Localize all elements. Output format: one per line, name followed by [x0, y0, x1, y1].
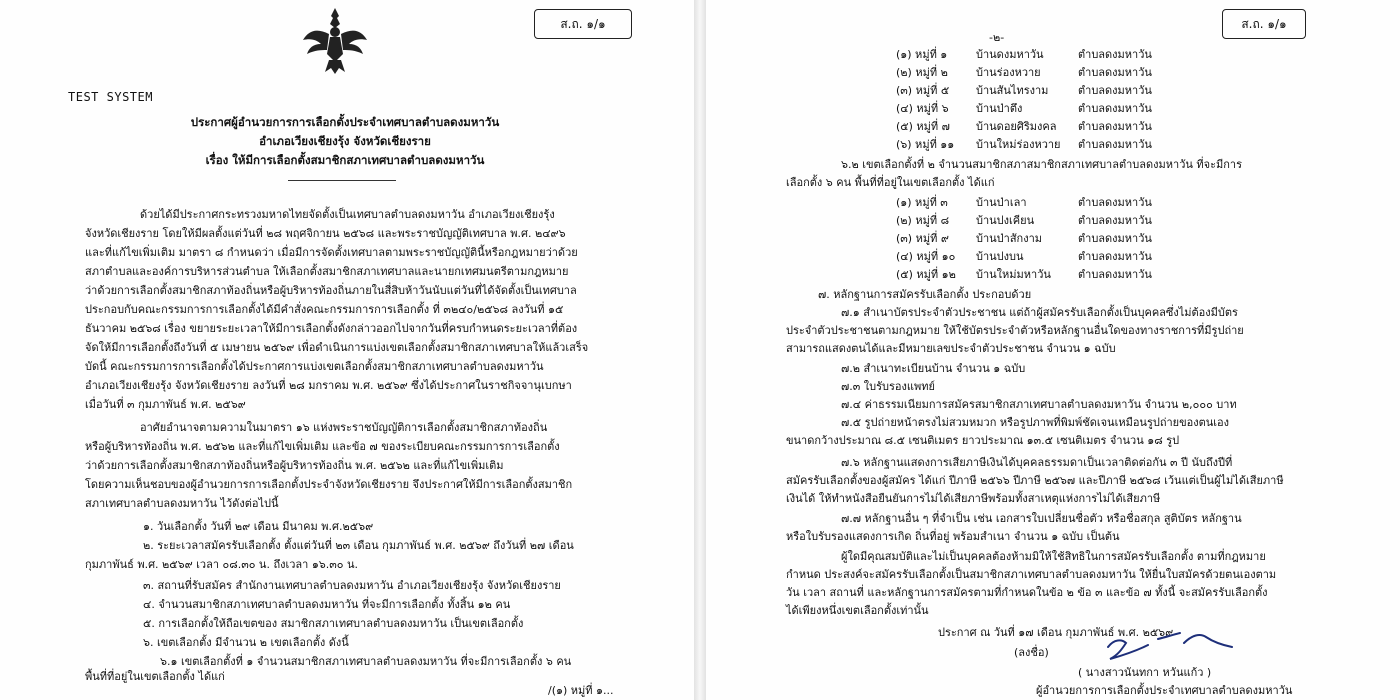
evidence-line: ประจำตัวประชาชนตามกฎหมาย ให้ใช้บัตรประจำตัวหรือหลักฐานอื่นใดของทางราชการที่มีรูปถ่าย	[786, 324, 1244, 337]
signature-label: (ลงชื่อ)	[1014, 646, 1049, 659]
village-name: บ้านร่องหวาย	[976, 66, 1041, 79]
village-name: บ้านปงเคียน	[976, 214, 1035, 227]
village-no: (๓) หมู่ที่ ๕	[896, 84, 950, 97]
evidence-line: ๗.๔ ค่าธรรมเนียมการสมัครสมาชิกสภาเทศบาลตำบลดงมหาวัน จำนวน ๒,๐๐๐ บาท	[841, 398, 1237, 411]
village-subdistrict: ตำบลดงมหาวัน	[1078, 196, 1152, 209]
signer-title: ผู้อำนวยการการเลือกตั้งประจำเทศบาลตำบลดงมหาวัน	[1036, 684, 1293, 697]
village-name: บ้านใหม่มหาวัน	[976, 268, 1051, 281]
village-no: (๑) หมู่ที่ ๓	[896, 196, 948, 209]
body-line: โดยความเห็นชอบของผู้อำนวยการการเลือกตั้งประจำจังหวัดเชียงราย จึงประกาศให้มีการเลือกตั้งสมาชิก	[85, 478, 573, 491]
body-line: ประกอบกับคณะกรรมการการเลือกตั้งได้มีคำสั่งคณะกรรมการการเลือกตั้ง ที่ ๓๒๔๐/๒๕๖๘ ลงวันที่ ๑๕	[85, 303, 564, 316]
evidence-line: ได้เพียงหนึ่งเขตเลือกตั้งเท่านั้น	[786, 604, 929, 617]
page-gutter	[694, 0, 706, 700]
signature-mark-icon	[1100, 625, 1240, 665]
village-subdistrict: ตำบลดงมหาวัน	[1078, 120, 1152, 133]
zone2-heading: เลือกตั้ง ๖ คน พื้นที่ที่อยู่ในเขตเลือกตั้ง ได้แก่	[786, 176, 995, 189]
evidence-line: กำหนด ประสงค์จะสมัครรับเลือกตั้งเป็นสมาชิกสภาเทศบาลตำบลดงมหาวัน ให้ยื่นใบสมัครด้วยตนเองตาม	[786, 568, 1277, 581]
announcement-title-line-2: อำเภอเวียงเชียงรุ้ง จังหวัดเชียงราย	[259, 134, 431, 148]
village-no: (๖) หมู่ที่ ๑๑	[896, 138, 955, 151]
evidence-line: สามารถแสดงตนได้และมีหมายเลขประจำตัวประชาชน จำนวน ๑ ฉบับ	[786, 342, 1116, 355]
body-line: กุมภาพันธ์ พ.ศ. ๒๕๖๙ เวลา ๐๘.๓๐ น. ถึงเวลา ๑๖.๓๐ น.	[85, 558, 359, 571]
evidence-line: สมัครรับเลือกตั้งของผู้สมัคร ได้แก่ ปีภาษี ๒๕๖๖ ปีภาษี ๒๕๖๗ และปีภาษี ๒๕๖๘ เว้นแต่เป็นผู้ไม่ได้เสียภาษี	[786, 474, 1284, 487]
village-no: (๕) หมู่ที่ ๑๒	[896, 268, 956, 281]
form-code-badge: ส.ถ. ๑/๑	[534, 9, 632, 39]
village-no: (๕) หมู่ที่ ๗	[896, 120, 950, 133]
village-subdistrict: ตำบลดงมหาวัน	[1078, 66, 1152, 79]
evidence-line: ๗.๒ สำเนาทะเบียนบ้าน จำนวน ๑ ฉบับ	[841, 362, 1026, 375]
body-line: ว่าด้วยการเลือกตั้งสมาชิกสภาท้องถิ่นหรือผู้บริหารท้องถิ่นภายในสี่สิบห้าวันนับแต่วันที่ได้จัดตั้งเป็นเทศบาล	[85, 284, 577, 297]
village-subdistrict: ตำบลดงมหาวัน	[1078, 250, 1152, 263]
evidence-line: หรือใบรับรองแสดงการเกิด ถิ่นที่อยู่ พร้อมสำเนา จำนวน ๑ ฉบับ เป็นต้น	[786, 530, 1120, 543]
body-line: สภาเทศบาลตำบลดงมหาวัน ไว้ดังต่อไปนี้	[85, 497, 279, 510]
village-no: (๔) หมู่ที่ ๑๐	[896, 250, 956, 263]
village-name: บ้านสันไทรงาม	[976, 84, 1049, 97]
village-no: (๒) หมู่ที่ ๒	[896, 66, 948, 79]
announced-date: ประกาศ ณ วันที่ ๑๗ เดือน กุมภาพันธ์ พ.ศ. ๒๕๖๙	[938, 626, 1174, 639]
village-no: (๑) หมู่ที่ ๑	[896, 48, 948, 61]
village-subdistrict: ตำบลดงมหาวัน	[1078, 214, 1152, 227]
body-line: ด้วยได้มีประกาศกระทรวงมหาดไทยจัดตั้งเป็นเทศบาลตำบลดงมหาวัน อำเภอเวียงเชียงรุ้ง	[140, 208, 555, 221]
evidence-line: ๗.๑ สำเนาบัตรประจำตัวประชาชน แต่ถ้าผู้สมัครรับเลือกตั้งเป็นบุคคลซึ่งไม่ต้องมีบัตร	[841, 306, 1238, 319]
village-name: บ้านป่าตึง	[976, 102, 1023, 115]
village-name: บ้านป่าสักงาม	[976, 232, 1043, 245]
evidence-line: ขนาดกว้างประมาณ ๘.๕ เซนติเมตร ยาวประมาณ ๑๓.๕ เซนติเมตร จำนวน ๑๘ รูป	[786, 434, 1180, 447]
village-name: บ้านใหม่ร่องหวาย	[976, 138, 1061, 151]
village-subdistrict: ตำบลดงมหาวัน	[1078, 84, 1152, 97]
body-line: ๒. ระยะเวลาสมัครรับเลือกตั้ง ตั้งแต่วันที่ ๒๓ เดือน กุมภาพันธ์ พ.ศ. ๒๕๖๙ ถึงวันที่ ๒๗ เดือน	[143, 539, 574, 552]
body-line: หรือผู้บริหารท้องถิ่น พ.ศ. ๒๕๖๒ และที่แก้ไขเพิ่มเติม และข้อ ๗ ของระเบียบคณะกรรมการการเลือกตั้ง	[85, 440, 560, 453]
body-line: จัดให้มีการเลือกตั้งถึงวันที่ ๕ เมษายน ๒๕๖๙ เพื่อดำเนินการแบ่งเขตเลือกตั้งสมาชิกสภาเทศบาลให้แล้วเสร็จ	[85, 341, 589, 354]
evidence-line: ๗.๖ หลักฐานแสดงการเสียภาษีเงินได้บุคคลธรรมดาเป็นเวลาติดต่อกัน ๓ ปี นับถึงปีที่	[841, 456, 1233, 469]
body-line: ๑. วันเลือกตั้ง วันที่ ๒๙ เดือน มีนาคม พ.ศ.๒๕๖๙	[143, 520, 374, 533]
test-system-watermark: TEST SYSTEM	[68, 90, 153, 104]
village-subdistrict: ตำบลดงมหาวัน	[1078, 268, 1152, 281]
body-line: พื้นที่ที่อยู่ในเขตเลือกตั้ง ได้แก่	[85, 670, 225, 683]
evidence-line: ๗. หลักฐานการสมัครรับเลือกตั้ง ประกอบด้วย	[818, 288, 1032, 301]
village-name: บ้านป่าเลา	[976, 196, 1027, 209]
right-document-page	[706, 0, 1400, 700]
village-no: (๓) หมู่ที่ ๙	[896, 232, 949, 245]
body-line: และที่แก้ไขเพิ่มเติม มาตรา ๘ กำหนดว่า เมื่อมีการจัดตั้งเทศบาลตามพระราชบัญญัตินี้หรือกฎหมายว่าด้วย	[85, 246, 578, 259]
page-number: -๒-	[989, 31, 1005, 44]
zone2-heading: ๖.๒ เขตเลือกตั้งที่ ๒ จำนวนสมาชิกสภาสมาชิกสภาเทศบาลตำบลดงมหาวัน ที่จะมีการ	[841, 158, 1243, 171]
body-line: สภาตำบลและองค์การบริหารส่วนตำบล ให้เลือกตั้งสมาชิกสภาเทศบาลและนายกเทศมนตรีตามกฎหมาย	[85, 265, 569, 278]
body-line: ๔. จำนวนสมาชิกสภาเทศบาลตำบลดงมหาวัน ที่จะมีการเลือกตั้ง ทั้งสิ้น ๑๒ คน	[143, 598, 511, 611]
village-name: บ้านดงมหาวัน	[976, 48, 1044, 61]
evidence-line: วัน เวลา สถานที่ และหลักฐานการสมัครตามที่กำหนดในข้อ ๒ ข้อ ๓ และข้อ ๗ ทั้งนี้ จะสมัครรับเลือกตั้ง	[786, 586, 1268, 599]
body-line: เมื่อวันที่ ๓ กุมภาพันธ์ พ.ศ. ๒๕๖๙	[85, 398, 246, 411]
title-divider	[288, 180, 396, 181]
body-line: บัดนี้ คณะกรรมการการเลือกตั้งได้ประกาศการแบ่งเขตเลือกตั้งสมาชิกสภาเทศบาลตำบลดงมหาวัน	[85, 360, 544, 373]
announcement-title-line-1: ประกาศผู้อำนวยการการเลือกตั้งประจำเทศบาลตำบลดงมหาวัน	[190, 115, 500, 129]
body-line: จังหวัดเชียงราย โดยให้มีผลตั้งแต่วันที่ ๒๘ พฤศจิกายน ๒๕๖๘ และพระราชบัญญัติเทศบาล พ.ศ. ๒๔๙๖	[85, 227, 566, 240]
evidence-line: ๗.๓ ใบรับรองแพทย์	[841, 380, 935, 393]
body-line: อำเภอเวียงเชียงรุ้ง จังหวัดเชียงราย ลงวันที่ ๒๘ มกราคม พ.ศ. ๒๕๖๙ ซึ่งได้ประกาศในราชกิจจานุเบกษา	[85, 379, 572, 392]
body-line: ๖.๑ เขตเลือกตั้งที่ ๑ จำนวนสมาชิกสภาเทศบาลตำบลดงมหาวัน ที่จะมีการเลือกตั้ง ๖ คน	[160, 655, 572, 668]
body-line: ๖. เขตเลือกตั้ง มีจำนวน ๒ เขตเลือกตั้ง ดังนี้	[143, 636, 349, 649]
garuda-emblem-icon	[299, 4, 371, 76]
evidence-line: ๗.๕ รูปถ่ายหน้าตรงไม่สวมหมวก หรือรูปภาพที่พิมพ์ชัดเจนเหมือนรูปถ่ายของตนเอง	[841, 416, 1230, 429]
village-name: บ้านปงบน	[976, 250, 1024, 263]
body-line: ธันวาคม ๒๕๖๘ เรื่อง ขยายระยะเวลาให้มีการเลือกตั้งดังกล่าวออกไปจากวันที่ครบกำหนดระยะเวลาที่ต้อง	[85, 322, 578, 335]
body-line: อาศัยอำนาจตามความในมาตรา ๑๖ แห่งพระราชบัญญัติการเลือกตั้งสมาชิกสภาท้องถิ่น	[140, 421, 548, 434]
signer-name: ( นางสาวนันทกา หวันแก้ว )	[1078, 666, 1212, 679]
form-code-badge: ส.ถ. ๑/๑	[1222, 9, 1306, 39]
village-subdistrict: ตำบลดงมหาวัน	[1078, 232, 1152, 245]
announcement-title-line-3: เรื่อง ให้มีการเลือกตั้งสมาชิกสภาเทศบาลตำบลดงมหาวัน	[205, 153, 485, 167]
village-no: (๒) หมู่ที่ ๘	[896, 214, 950, 227]
body-line: ๕. การเลือกตั้งให้ถือเขตของ สมาชิกสภาเทศบาลตำบลดงมหาวัน เป็นเขตเลือกตั้ง	[143, 617, 524, 630]
body-line: ๓. สถานที่รับสมัคร สำนักงานเทศบาลตำบลดงมหาวัน อำเภอเวียงเชียงรุ้ง จังหวัดเชียงราย	[143, 579, 561, 592]
village-no: (๔) หมู่ที่ ๖	[896, 102, 949, 115]
village-subdistrict: ตำบลดงมหาวัน	[1078, 48, 1152, 61]
left-document-page	[0, 0, 694, 700]
village-subdistrict: ตำบลดงมหาวัน	[1078, 102, 1152, 115]
village-name: บ้านดอยศิริมงคล	[976, 120, 1057, 133]
village-subdistrict: ตำบลดงมหาวัน	[1078, 138, 1152, 151]
evidence-line: เงินได้ ให้ทำหนังสือยืนยันการไม่ได้เสียภาษีพร้อมทั้งสาเหตุแห่งการไม่ได้เสียภาษี	[786, 492, 1161, 505]
body-line: ว่าด้วยการเลือกตั้งสมาชิกสภาท้องถิ่นหรือผู้บริหารท้องถิ่น พ.ศ. ๒๕๖๒ และที่แก้ไขเพิ่มเติม	[85, 459, 504, 472]
evidence-line: ผู้ใดมีคุณสมบัติและไม่เป็นบุคคลต้องห้ามมิให้ใช้สิทธิในการสมัครรับเลือกตั้ง ตามที่กฎหมาย	[841, 550, 1266, 563]
continuation-note: /(๑) หมู่ที่ ๑...	[548, 684, 614, 697]
evidence-line: ๗.๗ หลักฐานอื่น ๆ ที่จำเป็น เช่น เอกสารใบเปลี่ยนชื่อตัว หรือชื่อสกุล สูติบัตร หลักฐาน	[841, 512, 1242, 525]
